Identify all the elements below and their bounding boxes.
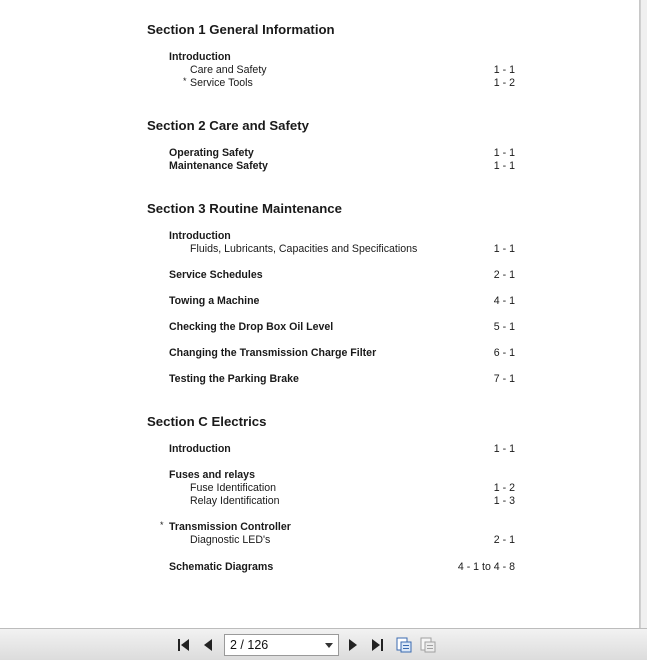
toc-entry-page: 1 - 1 — [493, 443, 515, 455]
revision-marker: * — [183, 76, 187, 86]
toc-entry-label: Introduction — [169, 230, 231, 242]
toc-entry-label: Testing the Parking Brake — [169, 373, 299, 385]
toc-entry-label: Checking the Drop Box Oil Level — [169, 321, 334, 333]
toc-entry[interactable] — [169, 160, 519, 173]
toc-entry-page: 7 - 1 — [493, 373, 515, 385]
section-title: Section 1 General Information — [147, 22, 335, 37]
toc-entry-label: Maintenance Safety — [169, 160, 268, 172]
toc-entry-label: Fuse Identification — [190, 482, 276, 494]
toc-entry-label: Service Tools — [190, 77, 253, 89]
fit-page-icon[interactable] — [396, 637, 412, 653]
toc-entry-label: Fluids, Lubricants, Capacities and Specifications — [190, 243, 418, 255]
page-indicator: 2 / 126 — [230, 638, 269, 652]
first-page-icon[interactable] — [176, 637, 192, 653]
toc-entry[interactable] — [169, 269, 519, 282]
toc-entry[interactable] — [169, 147, 519, 160]
pdf-toolbar — [0, 628, 647, 660]
last-page-icon[interactable] — [369, 637, 385, 653]
toc-entry-page: 1 - 3 — [493, 495, 515, 507]
toc-entry[interactable] — [169, 51, 519, 64]
toc-entry-page: 1 - 2 — [493, 482, 515, 494]
toc-entry[interactable] — [169, 243, 519, 256]
toc-entry[interactable] — [169, 321, 519, 334]
section-title: Section 2 Care and Safety — [147, 118, 309, 133]
previous-page-icon[interactable] — [200, 637, 216, 653]
toc-entry[interactable] — [169, 295, 519, 308]
toc-entry-page: 4 - 1 — [493, 295, 515, 307]
toc-entry-page: 6 - 1 — [493, 347, 515, 359]
toc-entry[interactable] — [169, 77, 519, 90]
toc-entry-page: 4 - 1 to 4 - 8 — [457, 561, 515, 573]
toc-entry-label: Schematic Diagrams — [169, 561, 274, 573]
toc-entry-label: Diagnostic LED's — [190, 534, 271, 546]
toc-entry[interactable] — [169, 495, 519, 508]
toc-entry[interactable] — [169, 561, 519, 574]
toc-entry[interactable] — [169, 443, 519, 456]
next-page-icon[interactable] — [345, 637, 361, 653]
revision-marker: * — [160, 520, 164, 530]
toc-entry-page: 2 - 1 — [493, 269, 515, 281]
toc-entry-label: Care and Safety — [190, 64, 267, 76]
toc-entry-label: Relay Identification — [190, 495, 280, 507]
toc-entry[interactable] — [169, 373, 519, 386]
toc-entry-label: Towing a Machine — [169, 295, 260, 307]
fit-width-icon[interactable] — [420, 637, 436, 653]
chevron-down-icon — [325, 643, 333, 648]
toc-entry[interactable] — [169, 347, 519, 360]
toc-entry-label: Changing the Transmission Charge Filter — [169, 347, 377, 359]
toc-entry-label: Transmission Controller — [169, 521, 291, 533]
toc-entry-label: Service Schedules — [169, 269, 263, 281]
toc-entry-page: 1 - 1 — [493, 64, 515, 76]
toc-entry[interactable] — [169, 230, 519, 243]
toc-entry[interactable] — [169, 64, 519, 77]
section-title: Section C Electrics — [147, 414, 267, 429]
toc-entry-page: 1 - 1 — [493, 160, 515, 172]
toc-entry-label: Fuses and relays — [169, 469, 255, 481]
toc-entry[interactable] — [169, 482, 519, 495]
toc-entry[interactable] — [169, 534, 519, 547]
toc-entry-label: Introduction — [169, 443, 231, 455]
toc-entry-page: 1 - 1 — [493, 147, 515, 159]
toc-entry-label: Introduction — [169, 51, 231, 63]
toc-entry-page: 1 - 1 — [493, 243, 515, 255]
vertical-scrollbar[interactable] — [640, 0, 647, 628]
toc-entry-page: 2 - 1 — [493, 534, 515, 546]
toc-entry-page: 5 - 1 — [493, 321, 515, 333]
toc-entry-label: Operating Safety — [169, 147, 254, 159]
page-select[interactable] — [224, 634, 339, 656]
toc-entry[interactable] — [160, 520, 519, 534]
toc-entry[interactable] — [169, 469, 519, 482]
section-title: Section 3 Routine Maintenance — [147, 201, 342, 216]
toc-entry-page: 1 - 2 — [493, 77, 515, 89]
